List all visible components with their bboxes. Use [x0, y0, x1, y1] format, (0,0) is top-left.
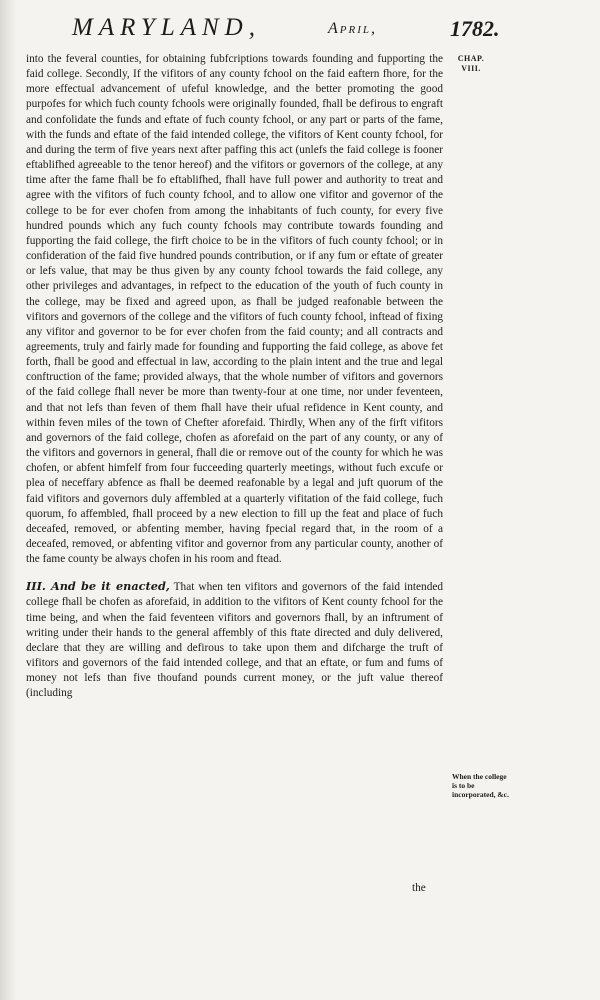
catchword: the: [412, 882, 426, 894]
running-head-year: 1782.: [450, 16, 500, 41]
paragraph-2: [26, 579, 443, 701]
chapter-number: VIII.: [461, 64, 481, 73]
paragraph-2-text: That when ten vifitors and governors of the faid intended college fhall be chofen as aforefaid, in addition to the vifitors of Kent county fchool for the time being, and when the faid feventeen vifitors and governors fhall, by an inftrument of writing under their hands to the general affembly of this ftate directed and duly delivered, declare that they are willing and defirous to take upon them and difcharge the truft of vifitors and governors of the faid intended college, and that an eftate, or fum and fums of money not lefs than five thoufand pounds current money, or the juft value thereof (including: [26, 581, 444, 700]
section-label: III. And be it enacted,: [26, 579, 170, 594]
page-header: [60, 14, 580, 48]
running-head-month: April,: [328, 20, 377, 37]
page-gutter-shadow: [0, 0, 16, 1000]
running-head-title: MARYLAND,: [72, 14, 261, 41]
chapter-marginal: [451, 54, 491, 74]
chapter-label: CHAP.: [457, 54, 485, 63]
marginal-note: When the college is to be incorporated, &c.: [452, 772, 509, 799]
body-text: [26, 52, 443, 702]
paragraph-1: into the feveral counties, for obtaining fubfcriptions towards founding and fupporting the faid college. Secondly, If the vifitors of any county fchool on the faid eaftern fhore, for the more effectual advancement of ufeful knowledge, and the better promoting the good purpofes for which fuch county fchools were originally founded, fhall be defirous to engraft and confolidate the funds and eftate of fuch county fchool, or any part or parts of the fame, with the funds and eftate of the faid intended college, the vifitors of Kent county fchool, for and during the term of five years next after paffing this act (unlefs the faid college is fooner eftablifhed agreeable to the tenor hereof) and the vifitors or governors of the college, at any time after the fame fhall be fo eftablifhed, fhall have full power and authority to treat and agree with the vifitors of fuch county fchool, and to allow one vifitor and governor of the college to be for ever chofen from among the inhabitants of fuch county, for every five hundred pounds which any fuch county fchools may contribute towards founding and fupporting the faid college, the firft choice to be in the vifitors of fuch county fchool; or in confideration of the faid five hundred pounds contribution, or if any fum or eftate of greater or lefs value, that may be thus given by any county fchool towards the faid college, any other privileges and advantages, in refpect to the education of the youth of fuch county in the college, may be fixed and agreed upon, as fhall be judged reafonable between the vifitors and governors of the college and the vifitors of fuch county fchool, inftead of fixing any vifitor and governor to be for ever chofen from the faid county; and all contracts and agreements, truly and fairly made for founding and fupporting the faid college, as above fet forth, fhall be good and effectual in law, according to the plain intent and the true and legal conftruction of the fame; provided always, that the whole number of vifitors and governors of the faid college fhall never be more than twenty-four at one time, nor under feventeen, and that not lefs than feven of them fhall have their ufual refidence in Kent county, and within feven miles of the town of Chefter aforefaid. Thirdly, When any of the firft vifitors and governors of the faid college, chofen as aforefaid on the part of any county, or any of the vifitors and governors in general, fhall die or remove out of the county for which he was chofen, or abfent himfelf from four fucceeding quarterly meetings, without fuch excufe or plea of neceffary abfence as fhall be deemed reafonable by a legal and juft quorum of the faid vifitors and governors duly affembled at a quarterly vifitation of the faid college, fuch quorum, fo affembled, fhall proceed by a new election to fill up the feat and place of fuch deceafed, removed, or abfenting member, having fpecial regard that, in the room of a deceafed, removed, or abfenting vifitor and governor from any particular county, another of the fame county be always chofen in his room and ftead.: [26, 53, 443, 566]
